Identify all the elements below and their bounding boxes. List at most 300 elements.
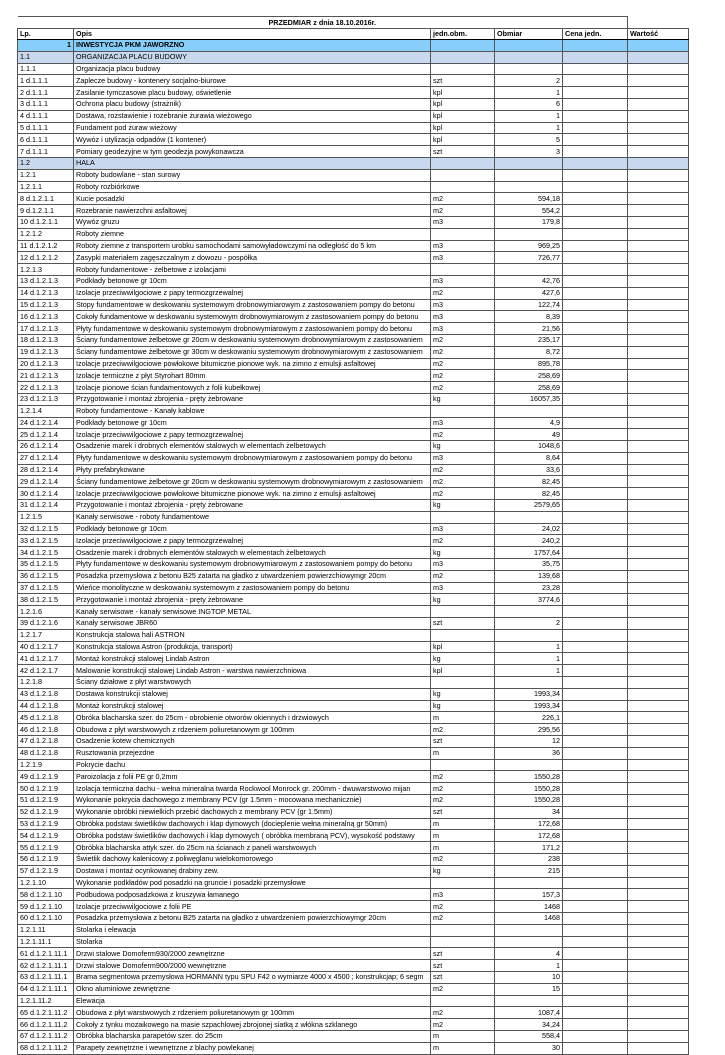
row-opis: Podkłady betonowe gr 10cm — [74, 417, 431, 429]
table-row — [18, 853, 689, 865]
row-opis: Kanały serwisowe - roboty fundamentowe — [74, 511, 431, 523]
row-lp: 1.2.1.1 — [18, 181, 74, 193]
row-opis: Ochrona placu budowy (strażnik) — [74, 98, 431, 110]
row-jedn: m — [431, 1030, 495, 1042]
row-obmiar: 122,74 — [495, 299, 563, 311]
table-row — [18, 122, 689, 134]
row-obmiar — [495, 63, 563, 75]
row-obmiar — [495, 169, 563, 181]
row-jedn: szt — [431, 971, 495, 983]
row-wartosc — [628, 205, 689, 217]
row-cena — [563, 677, 628, 689]
row-wartosc — [628, 216, 689, 228]
row-cena — [563, 228, 628, 240]
row-jedn: kpl — [431, 122, 495, 134]
row-opis: Podbudowa podposadzkowa z kruszywa łamanego — [74, 889, 431, 901]
row-cena — [563, 299, 628, 311]
row-cena — [563, 842, 628, 854]
row-cena — [563, 500, 628, 512]
row-wartosc — [628, 795, 689, 807]
row-jedn: m2 — [431, 912, 495, 924]
row-opis: Ściany fundamentowe żelbetowe gr 30cm w deskowaniu systemowym drobnowymiarowym z zastosowaniem — [74, 346, 431, 358]
row-lp: 43 d.1.2.1.8 — [18, 688, 74, 700]
row-jedn — [431, 405, 495, 417]
table-row — [18, 771, 689, 783]
row-lp: 42 d.1.2.1.7 — [18, 665, 74, 677]
row-jedn: m — [431, 747, 495, 759]
row-wartosc — [628, 582, 689, 594]
table-row — [18, 346, 689, 358]
row-obmiar — [495, 606, 563, 618]
row-cena — [563, 712, 628, 724]
row-opis: Obróbka blacharska parapetów szer. do 25cm — [74, 1030, 431, 1042]
group-row — [18, 264, 689, 276]
row-jedn: szt — [431, 618, 495, 630]
row-wartosc — [628, 830, 689, 842]
row-obmiar: 23,28 — [495, 582, 563, 594]
row-lp: 33 d.1.2.1.5 — [18, 535, 74, 547]
row-obmiar: 1 — [495, 665, 563, 677]
row-jedn — [431, 63, 495, 75]
document-title: PRZEDMIAR z dnia 18.10.2016r. — [18, 17, 628, 29]
row-obmiar: 33,6 — [495, 464, 563, 476]
row-jedn: m2 — [431, 724, 495, 736]
row-wartosc — [628, 275, 689, 287]
row-lp: 1.1 — [18, 51, 74, 63]
row-lp: 13 d.1.2.1.3 — [18, 275, 74, 287]
row-opis: Zasilanie tymczasowe placu budowy, oświetlenie — [74, 87, 431, 99]
row-opis: Konstrukcja stalowa hali ASTRON — [74, 629, 431, 641]
row-wartosc — [628, 759, 689, 771]
row-cena — [563, 358, 628, 370]
row-lp: 1.1.1 — [18, 63, 74, 75]
row-cena — [563, 334, 628, 346]
row-wartosc — [628, 783, 689, 795]
row-opis: Obróbka podstaw świetlików dachowych i klap dymowych (docieplenie wełna mineralną gr 50mm) — [74, 818, 431, 830]
row-cena — [563, 323, 628, 335]
row-jedn: m — [431, 818, 495, 830]
row-wartosc — [628, 417, 689, 429]
row-cena — [563, 830, 628, 842]
table-row — [18, 783, 689, 795]
row-wartosc — [628, 1007, 689, 1019]
table-row — [18, 889, 689, 901]
row-cena — [563, 393, 628, 405]
row-jedn: m2 — [431, 795, 495, 807]
row-obmiar: 1993,34 — [495, 700, 563, 712]
row-lp: 29 d.1.2.1.4 — [18, 476, 74, 488]
row-lp: 54 d.1.2.1.9 — [18, 830, 74, 842]
table-row — [18, 641, 689, 653]
row-lp: 61 d.1.2.1.11.1 — [18, 948, 74, 960]
row-opis: Izolacje przeciwwilgociowe powłokowe bitumiczne pionowe wyk. na zimno z emulsji asfaltowej — [74, 358, 431, 370]
row-obmiar: 594,18 — [495, 193, 563, 205]
row-wartosc — [628, 346, 689, 358]
table-row — [18, 842, 689, 854]
row-opis: Wykonanie obróbki niewielkich przebić dachowych z membrany PCV (gr 1.5mm) — [74, 806, 431, 818]
row-jedn: m2 — [431, 370, 495, 382]
row-wartosc — [628, 606, 689, 618]
table-row — [18, 287, 689, 299]
row-lp: 56 d.1.2.1.9 — [18, 853, 74, 865]
row-jedn — [431, 936, 495, 948]
row-cena — [563, 240, 628, 252]
row-wartosc — [628, 806, 689, 818]
row-opis: Wieńce monolityczne w deskowaniu systemowym z zastosowaniem pompy do betonu — [74, 582, 431, 594]
row-wartosc — [628, 842, 689, 854]
row-wartosc — [628, 193, 689, 205]
row-jedn — [431, 677, 495, 689]
row-obmiar: 36 — [495, 747, 563, 759]
row-lp: 26 d.1.2.1.4 — [18, 441, 74, 453]
row-cena — [563, 853, 628, 865]
row-opis: Obudowa z płyt warstwowych z rdzeniem poliuretanowym gr 100mm — [74, 1007, 431, 1019]
table-row — [18, 429, 689, 441]
row-jedn: kg — [431, 393, 495, 405]
row-wartosc — [628, 653, 689, 665]
row-cena — [563, 936, 628, 948]
table-row — [18, 205, 689, 217]
row-jedn: m2 — [431, 488, 495, 500]
row-obmiar: 139,68 — [495, 570, 563, 582]
row-opis: Roboty ziemne z transportem urobku samochodami samowyładowczymi na odległość do 5 km — [74, 240, 431, 252]
row-obmiar: 179,8 — [495, 216, 563, 228]
table-row — [18, 971, 689, 983]
row-cena — [563, 146, 628, 158]
row-wartosc — [628, 570, 689, 582]
table-row — [18, 370, 689, 382]
row-jedn: m2 — [431, 287, 495, 299]
row-opis: Izolacje przeciwwilgociowe powłokowe bitumiczne pionowe wyk. na zimno z emulsji asfaltowej — [74, 488, 431, 500]
row-jedn: m3 — [431, 323, 495, 335]
row-jedn: m — [431, 842, 495, 854]
row-jedn — [431, 228, 495, 240]
row-wartosc — [628, 877, 689, 889]
group-row — [18, 877, 689, 889]
row-jedn: szt — [431, 75, 495, 87]
row-jedn: m3 — [431, 216, 495, 228]
row-cena — [563, 1042, 628, 1054]
row-obmiar: 1048,6 — [495, 441, 563, 453]
row-jedn: kpl — [431, 134, 495, 146]
row-obmiar — [495, 759, 563, 771]
table-row — [18, 488, 689, 500]
row-jedn: kg — [431, 594, 495, 606]
row-obmiar: 554,2 — [495, 205, 563, 217]
row-jedn: m2 — [431, 783, 495, 795]
row-lp: 12 d.1.2.1.2 — [18, 252, 74, 264]
row-lp: 23 d.1.2.1.3 — [18, 393, 74, 405]
row-jedn: m2 — [431, 570, 495, 582]
row-cena — [563, 983, 628, 995]
row-wartosc — [628, 157, 689, 169]
row-cena — [563, 618, 628, 630]
row-lp: 53 d.1.2.1.9 — [18, 818, 74, 830]
row-lp: 41 d.1.2.1.7 — [18, 653, 74, 665]
row-wartosc — [628, 700, 689, 712]
row-obmiar: 226,1 — [495, 712, 563, 724]
row-obmiar — [495, 405, 563, 417]
row-opis: HALA — [74, 157, 431, 169]
row-obmiar: 1 — [495, 641, 563, 653]
table-row — [18, 736, 689, 748]
row-jedn: m — [431, 1042, 495, 1054]
row-lp: 8 d.1.2.1.1 — [18, 193, 74, 205]
table-row — [18, 523, 689, 535]
row-lp: 17 d.1.2.1.3 — [18, 323, 74, 335]
row-lp: 22 d.1.2.1.3 — [18, 382, 74, 394]
row-jedn: kg — [431, 547, 495, 559]
row-cena — [563, 181, 628, 193]
row-lp: 45 d.1.2.1.8 — [18, 712, 74, 724]
row-wartosc — [628, 629, 689, 641]
row-lp: 16 d.1.2.1.3 — [18, 311, 74, 323]
row-jedn: m3 — [431, 559, 495, 571]
row-opis: Cokoły z tynku mozaikowego na masie szpachlowej zbrojonej siatką z włókna szklanego — [74, 1019, 431, 1031]
row-obmiar: 238 — [495, 853, 563, 865]
table-row — [18, 570, 689, 582]
row-jedn — [431, 511, 495, 523]
row-opis: Izolacja termiczna dachu - wełna mineralna twarda Rockwool Monrock gr. 200mm - dwuwarstwowo mijan — [74, 783, 431, 795]
row-wartosc — [628, 299, 689, 311]
row-opis: Fundament pod żuraw wieżowy — [74, 122, 431, 134]
row-cena — [563, 275, 628, 287]
table-row — [18, 1019, 689, 1031]
row-lp: 15 d.1.2.1.3 — [18, 299, 74, 311]
row-opis: Płyty fundamentowe w deskowaniu systemowym drobnowymiarowym z zastosowaniem pompy do betonu — [74, 559, 431, 571]
table-row — [18, 1007, 689, 1019]
table-row — [18, 724, 689, 736]
row-lp: 7 d.1.1.1 — [18, 146, 74, 158]
row-wartosc — [628, 429, 689, 441]
row-opis: Płyty fundamentowe w deskowaniu systemowym drobnowymiarowym z zastosowaniem pompy do betonu — [74, 323, 431, 335]
row-cena — [563, 559, 628, 571]
row-lp: 5 d.1.1.1 — [18, 122, 74, 134]
row-opis: Brama segmentowa przemysłowa HORMANN typu SPU F42 o wymiarze 4000 x 4500 ; konstrukcjap; 6 segm — [74, 971, 431, 983]
row-jedn: szt — [431, 960, 495, 972]
row-lp: 4 d.1.1.1 — [18, 110, 74, 122]
group-row — [18, 405, 689, 417]
row-jedn: m — [431, 830, 495, 842]
row-obmiar: 427,6 — [495, 287, 563, 299]
row-wartosc — [628, 995, 689, 1007]
row-lp: 65 d.1.2.1.11.2 — [18, 1007, 74, 1019]
row-lp: 52 d.1.2.1.9 — [18, 806, 74, 818]
row-obmiar — [495, 264, 563, 276]
row-obmiar: 21,56 — [495, 323, 563, 335]
row-jedn — [431, 264, 495, 276]
row-lp: 50 d.1.2.1.9 — [18, 783, 74, 795]
row-lp: 1.2.1 — [18, 169, 74, 181]
row-opis: Wywóz gruzu — [74, 216, 431, 228]
row-jedn: m2 — [431, 334, 495, 346]
row-wartosc — [628, 110, 689, 122]
row-wartosc — [628, 98, 689, 110]
row-opis: Obróbka blacharska attyk szer. do 25cm na ścianach z paneli warstwowych — [74, 842, 431, 854]
row-wartosc — [628, 323, 689, 335]
row-cena — [563, 818, 628, 830]
row-opis: Rusztowania przejezdne — [74, 747, 431, 759]
row-cena — [563, 193, 628, 205]
row-opis: Izolacje przeciwwilgociowe z papy termozgrzewalnej — [74, 535, 431, 547]
row-obmiar: 172,68 — [495, 818, 563, 830]
row-jedn — [431, 995, 495, 1007]
row-obmiar: 34,24 — [495, 1019, 563, 1031]
table-row — [18, 653, 689, 665]
row-jedn: m2 — [431, 771, 495, 783]
row-obmiar: 1087,4 — [495, 1007, 563, 1019]
row-jedn: szt — [431, 146, 495, 158]
row-wartosc — [628, 334, 689, 346]
row-opis: Izolacje termiczne z płyt Styrohart 80mm — [74, 370, 431, 382]
row-lp: 19 d.1.2.1.3 — [18, 346, 74, 358]
row-obmiar: 172,68 — [495, 830, 563, 842]
row-wartosc — [628, 677, 689, 689]
row-jedn — [431, 169, 495, 181]
row-wartosc — [628, 452, 689, 464]
row-cena — [563, 948, 628, 960]
row-wartosc — [628, 228, 689, 240]
row-obmiar: 240,2 — [495, 535, 563, 547]
row-opis: Dostawa konstrukcji stalowej — [74, 688, 431, 700]
table-row — [18, 865, 689, 877]
table-row — [18, 452, 689, 464]
row-lp: 49 d.1.2.1.9 — [18, 771, 74, 783]
row-obmiar: 82,45 — [495, 488, 563, 500]
row-wartosc — [628, 618, 689, 630]
header-row — [18, 29, 689, 40]
row-wartosc — [628, 747, 689, 759]
row-cena — [563, 795, 628, 807]
table-row — [18, 500, 689, 512]
row-jedn: m3 — [431, 252, 495, 264]
row-obmiar: 82,45 — [495, 476, 563, 488]
row-cena — [563, 252, 628, 264]
table-row — [18, 806, 689, 818]
row-opis: Malowanie konstrukcji stalowej Lindab Astron - warstwa nawierzchniowa — [74, 665, 431, 677]
row-opis: Osadzenie marek i drobnych elementów stalowych w elementach żelbetowych — [74, 547, 431, 559]
row-jedn: m2 — [431, 1007, 495, 1019]
row-wartosc — [628, 1030, 689, 1042]
row-lp: 1.2.1.10 — [18, 877, 74, 889]
row-wartosc — [628, 464, 689, 476]
row-opis: Przygotowanie i montaż zbrojenia - pręty żebrowane — [74, 393, 431, 405]
table-row — [18, 98, 689, 110]
row-opis: Izolacje przeciwwilgociowe z papy termozgrzewalnej — [74, 429, 431, 441]
row-wartosc — [628, 181, 689, 193]
row-jedn: m2 — [431, 382, 495, 394]
row-jedn — [431, 606, 495, 618]
row-opis: Płyty prefabrykowane — [74, 464, 431, 476]
row-cena — [563, 924, 628, 936]
row-wartosc — [628, 287, 689, 299]
table-row — [18, 983, 689, 995]
row-cena — [563, 429, 628, 441]
row-cena — [563, 889, 628, 901]
row-cena — [563, 441, 628, 453]
group-row — [18, 759, 689, 771]
row-lp: 46 d.1.2.1.8 — [18, 724, 74, 736]
row-jedn: m2 — [431, 901, 495, 913]
table-row — [18, 146, 689, 158]
row-lp: 11 d.1.2.1.2 — [18, 240, 74, 252]
header-wartosc: Wartość — [628, 29, 689, 40]
row-obmiar: 157,3 — [495, 889, 563, 901]
table-row — [18, 393, 689, 405]
row-opis: Izolacje przeciwwilgociowe z folii PE — [74, 901, 431, 913]
row-obmiar: 3774,6 — [495, 594, 563, 606]
row-wartosc — [628, 252, 689, 264]
row-opis: Dostawa, rozstawienie i rozebranie żurawia wieżowego — [74, 110, 431, 122]
row-cena — [563, 452, 628, 464]
row-lp: 59 d.1.2.1.10 — [18, 901, 74, 913]
row-lp: 14 d.1.2.1.3 — [18, 287, 74, 299]
row-lp: 1.2 — [18, 157, 74, 169]
row-lp: 1.2.1.9 — [18, 759, 74, 771]
row-obmiar — [495, 995, 563, 1007]
table-row — [18, 87, 689, 99]
row-jedn: m3 — [431, 452, 495, 464]
row-obmiar: 12 — [495, 736, 563, 748]
row-opis: Elewacja — [74, 995, 431, 1007]
row-obmiar: 2 — [495, 75, 563, 87]
row-jedn: m — [431, 712, 495, 724]
row-cena — [563, 370, 628, 382]
row-wartosc — [628, 853, 689, 865]
row-cena — [563, 582, 628, 594]
row-cena — [563, 405, 628, 417]
row-opis: Przygotowanie i montaż zbrojenia - pręty żebrowane — [74, 594, 431, 606]
group-row — [18, 511, 689, 523]
row-jedn: kg — [431, 700, 495, 712]
row-lp: 32 d.1.2.1.5 — [18, 523, 74, 535]
row-lp: 66 d.1.2.1.11.2 — [18, 1019, 74, 1031]
row-wartosc — [628, 523, 689, 535]
table-row — [18, 441, 689, 453]
row-opis: Cokoły fundamentowe w deskowaniu systemowym drobnowymiarowym z zastosowaniem pompy do betonu — [74, 311, 431, 323]
row-lp: 31 d.1.2.1.4 — [18, 500, 74, 512]
row-jedn: kpl — [431, 641, 495, 653]
row-opis: Dostawa i montaż ocynkowanej drabiny zew. — [74, 865, 431, 877]
row-cena — [563, 641, 628, 653]
row-opis: Paroizolacja z folii PE gr 0,2mm — [74, 771, 431, 783]
row-opis: Roboty fundamentowe - żelbetowe z izolacjami — [74, 264, 431, 276]
row-lp: 9 d.1.2.1.1 — [18, 205, 74, 217]
row-opis: Roboty rozbiórkowe — [74, 181, 431, 193]
row-obmiar — [495, 877, 563, 889]
row-jedn: kg — [431, 653, 495, 665]
row-opis: Posadzka przemysłowa z betonu B25 zatarta na gładko z utwardzeniem powierzchiowymgr 20cm — [74, 570, 431, 582]
row-obmiar: 171,2 — [495, 842, 563, 854]
table-row — [18, 535, 689, 547]
row-obmiar: 295,56 — [495, 724, 563, 736]
row-opis: Podkłady betonowe gr 10cm — [74, 523, 431, 535]
table-row — [18, 252, 689, 264]
row-opis: Roboty budowlane - stan surowy — [74, 169, 431, 181]
row-cena — [563, 901, 628, 913]
row-cena — [563, 1030, 628, 1042]
row-opis: Rozebranie nawierzchni asfaltowej — [74, 205, 431, 217]
row-cena — [563, 63, 628, 75]
row-cena — [563, 688, 628, 700]
row-opis: Ściany działowe z płyt warstwowych — [74, 677, 431, 689]
row-opis: Obudowa z płyt warstwowych z rdzeniem poliuretanowym gr 100mm — [74, 724, 431, 736]
row-lp: 2 d.1.1.1 — [18, 87, 74, 99]
row-wartosc — [628, 983, 689, 995]
row-jedn: m3 — [431, 299, 495, 311]
row-opis: Osadzenie marek i drobnych elementów stalowych w elementach żelbetowych — [74, 441, 431, 453]
row-obmiar: 1 — [495, 110, 563, 122]
